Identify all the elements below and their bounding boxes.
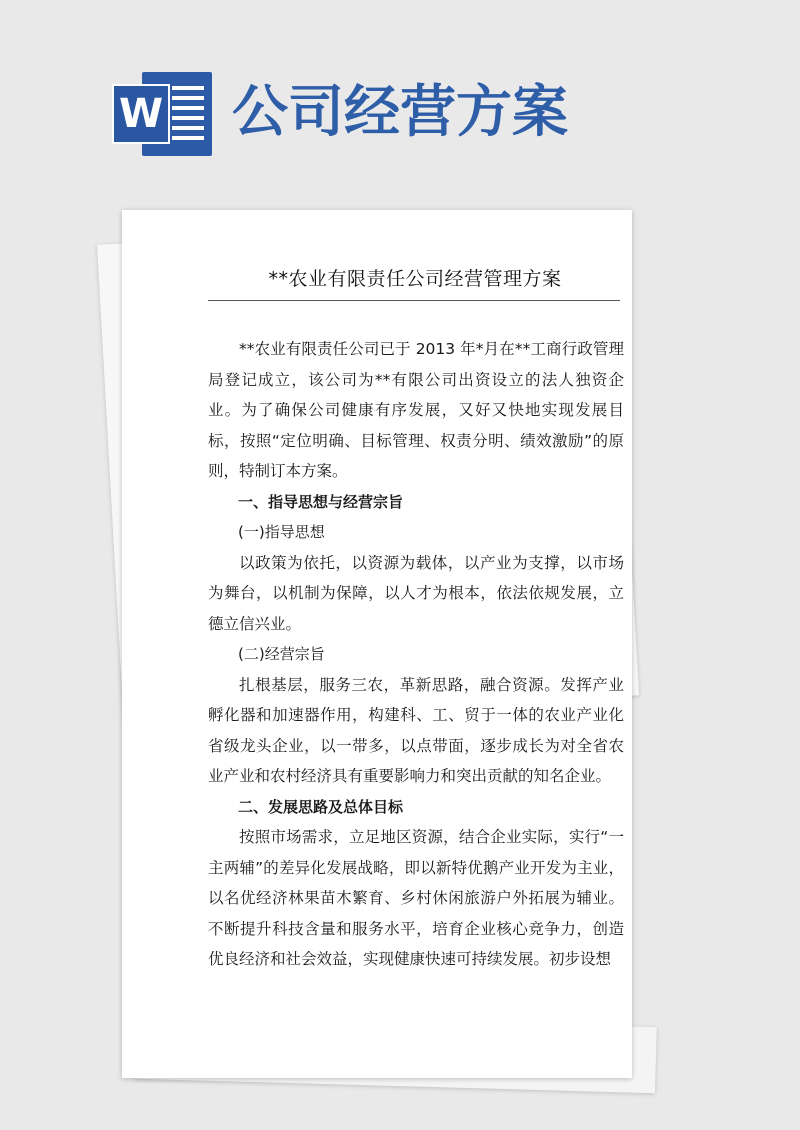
paragraph: 按照市场需求，立足地区资源，结合企业实际，实行“一主两辅”的差异化发展战略，即以新特优鹅产业开发为主业，以名优经济林果苗木繁育、乡村休闲旅游户外拓展为辅业。不断提升科技含量和服务水平，培育企业核心竞争力，创造优良经济和社会效益，实现健康快速可持续发展。初步设想 bbox=[208, 828, 624, 968]
section-heading: 一、指导思想与经营宗旨 bbox=[238, 492, 404, 511]
document-body bbox=[208, 334, 624, 975]
subsection-heading: (二)经营宗旨 bbox=[238, 645, 325, 663]
word-icon-line bbox=[172, 136, 204, 140]
paragraph: 扎根基层，服务三农，革新思路，融合资源。发挥产业孵化器和加速器作用，构建科、工、贸于一体的农业产业化省级龙头企业，以一带多，以点带面，逐步成长为对全省农业产业和农村经济具有重要影响力和突出贡献的知名企业。 bbox=[208, 675, 624, 785]
banner-header bbox=[0, 0, 800, 190]
word-icon-line bbox=[172, 96, 204, 100]
subsection-heading: (一)指导思想 bbox=[238, 523, 325, 541]
word-icon-letter: W bbox=[112, 84, 170, 144]
document-title: **农业有限责任公司经营管理方案 bbox=[268, 268, 562, 290]
title-divider bbox=[208, 300, 620, 301]
word-icon-line bbox=[172, 106, 204, 110]
paragraph: **农业有限责任公司已于 2013 年*月在**工商行政管理局登记成立，该公司为**有限公司出资设立的法人独资企业。为了确保公司健康有序发展，又好又快地实现发展目标，按照“定位明确、目标管理、权责分明、绩效激励”的原则，特制订本方案。 bbox=[208, 340, 624, 480]
word-icon-line bbox=[172, 116, 204, 120]
word-icon-line bbox=[172, 126, 204, 130]
word-document-icon bbox=[112, 72, 214, 156]
paragraph: 以政策为依托，以资源为载体，以产业为支撑，以市场为舞台，以机制为保障，以人才为根本，依法依规发展，立德立信兴业。 bbox=[208, 553, 624, 633]
banner-title: 公司经营方案 bbox=[232, 79, 568, 145]
word-icon-line bbox=[172, 86, 204, 90]
section-heading: 二、发展思路及总体目标 bbox=[238, 797, 404, 816]
